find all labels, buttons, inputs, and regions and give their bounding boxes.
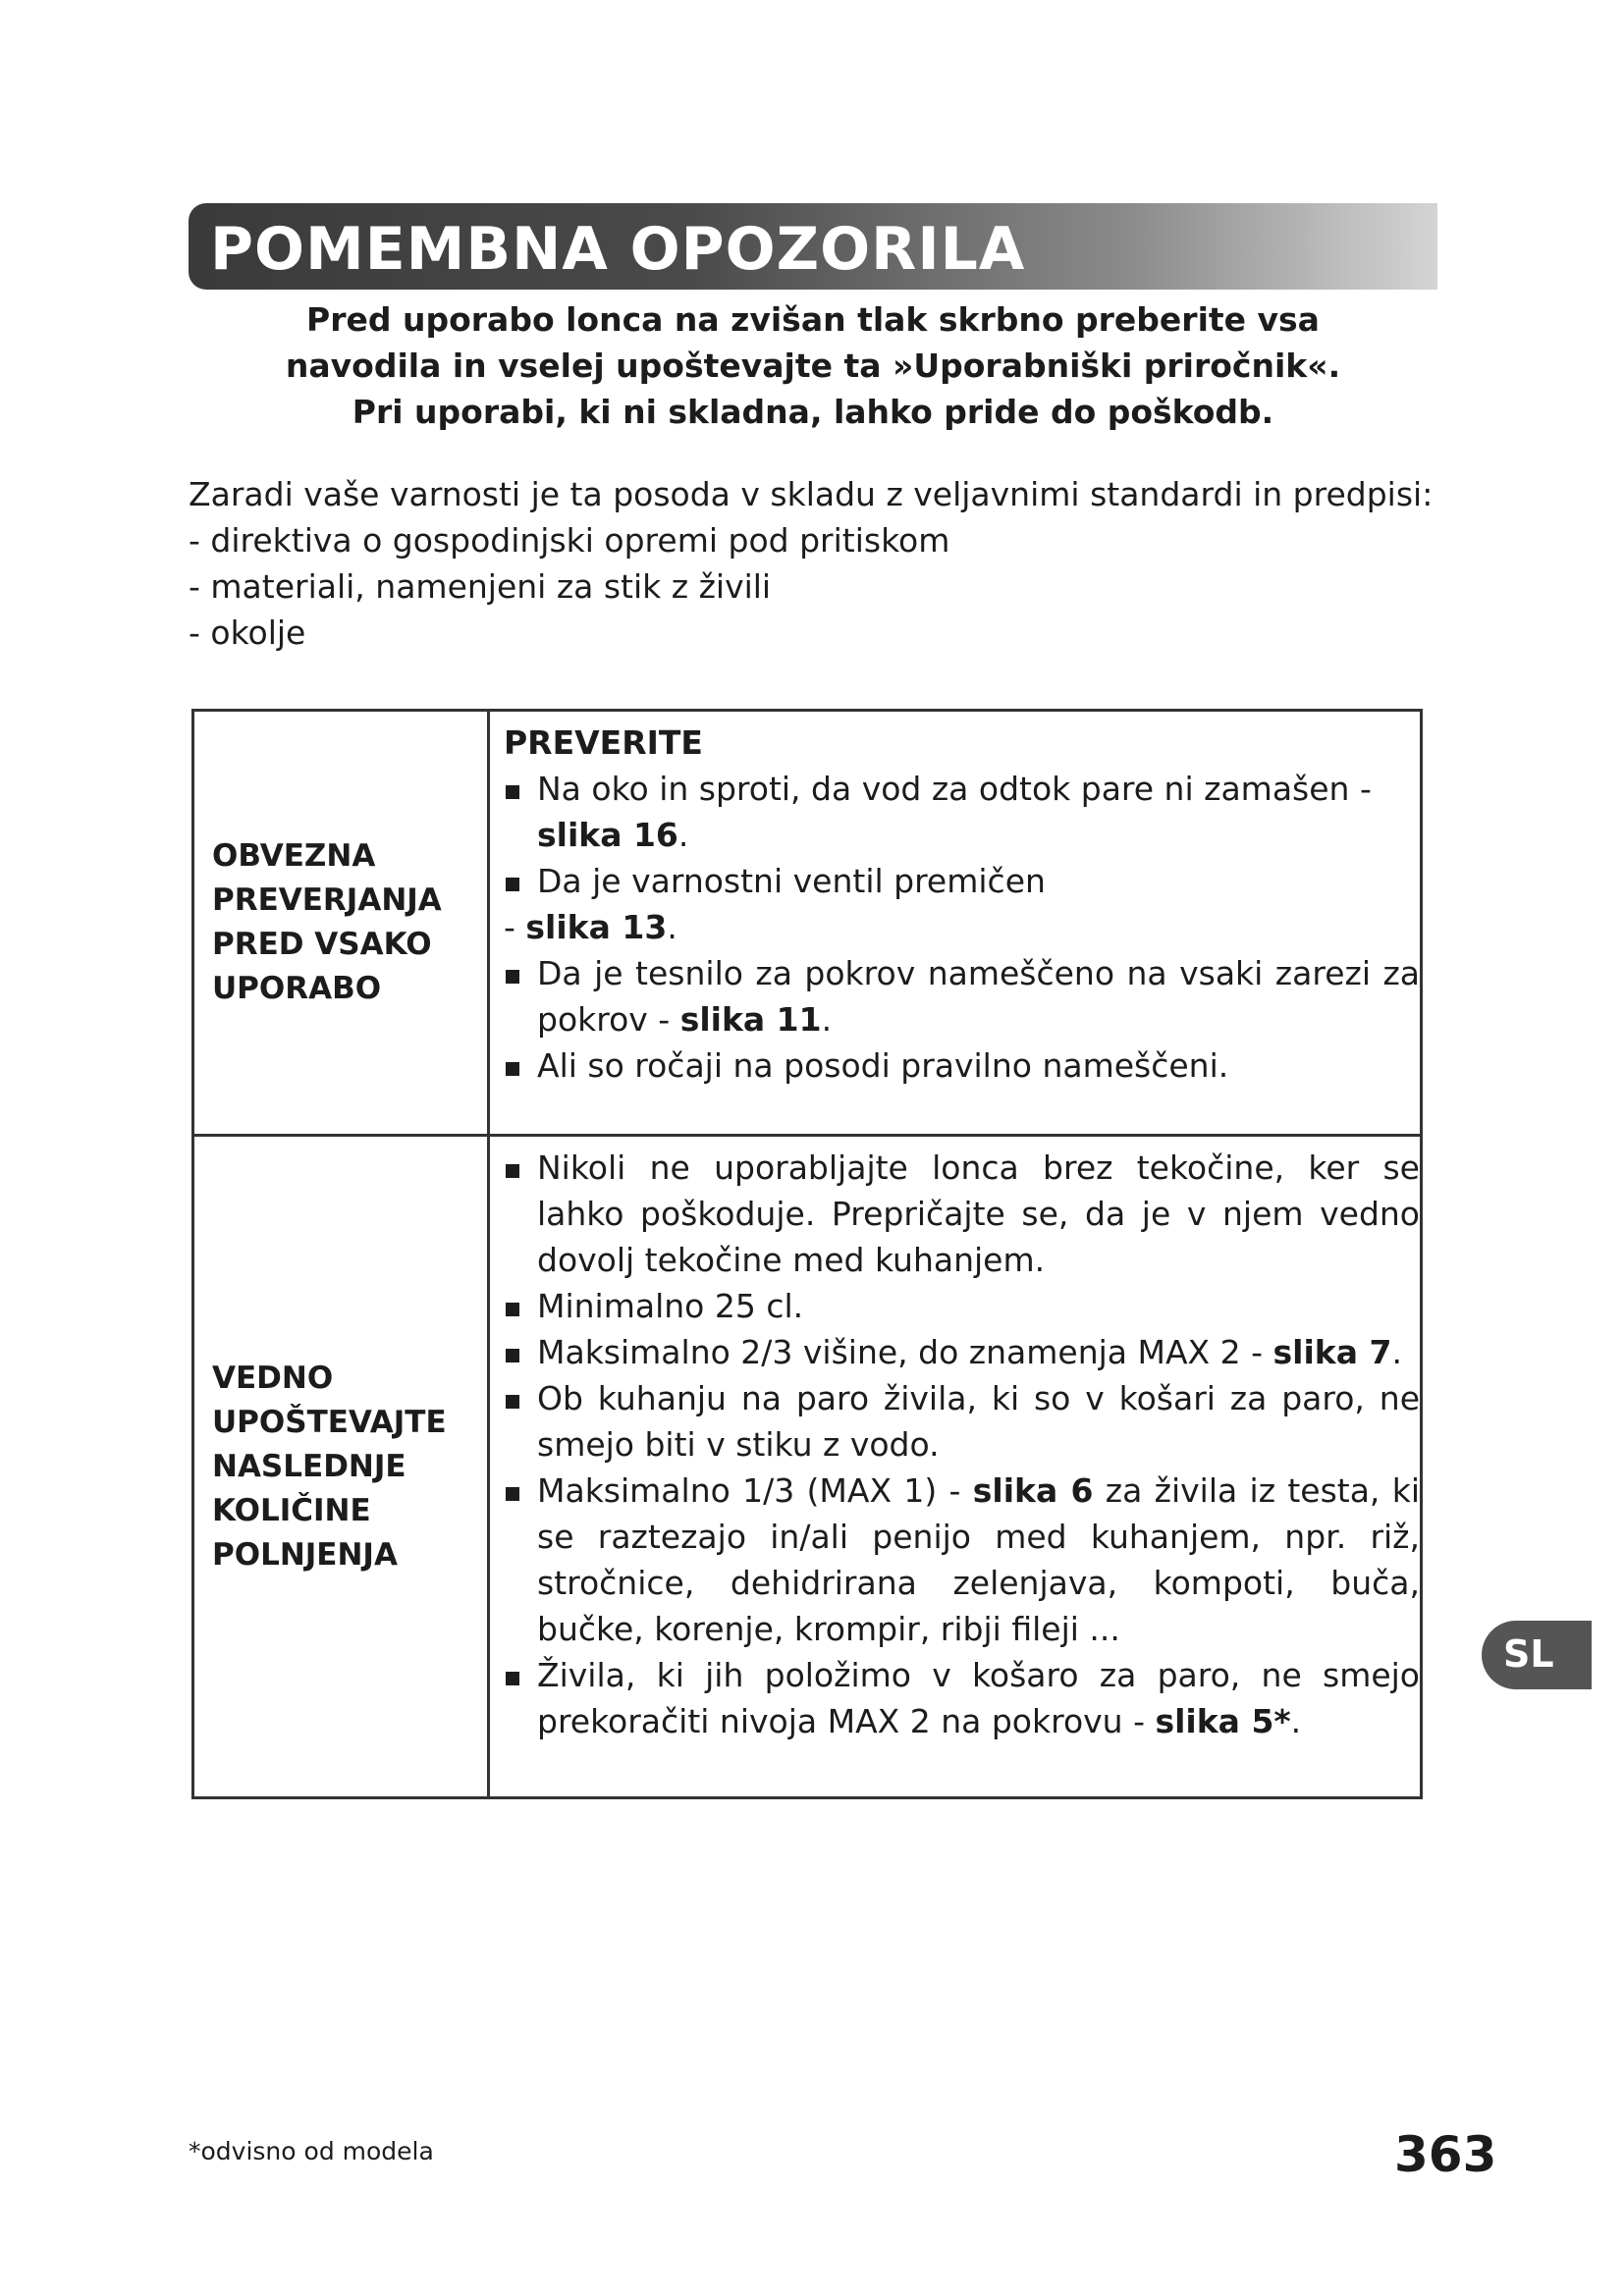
- square-bullet-icon: [506, 1062, 519, 1076]
- list-item: Na oko in sproti, da vod za odtok pare ni zamašen - slika 16.: [504, 766, 1420, 858]
- list-item: Minimalno 25 cl.: [504, 1283, 1420, 1329]
- intro-line: Pred uporabo lonca na zvišan tlak skrbno preberite vsa: [306, 300, 1320, 339]
- intro-line: Pri uporabi, ki ni skladna, lahko pride do poškodb.: [352, 393, 1274, 431]
- figure-ref: slika 13: [525, 908, 668, 946]
- standards-item: - direktiva o gospodinjski opremi pod pritiskom: [189, 521, 950, 560]
- row-heading-checks: [193, 711, 489, 1136]
- intro-warning: [189, 296, 1437, 435]
- square-bullet-icon: [506, 1303, 519, 1316]
- standards-lead: Zaradi vaše varnosti je ta posoda v skladu z veljavnimi standardi in predpisi:: [189, 475, 1434, 513]
- figure-ref: slika 7: [1272, 1333, 1392, 1371]
- square-bullet-icon: [506, 1349, 519, 1362]
- list-item: Ob kuhanju na paro živila, ki so v košari za paro, ne smejo biti v stiku z vodo.: [504, 1375, 1420, 1468]
- list-item: Maksimalno 2/3 višine, do znamenja MAX 2 - slika 7.: [504, 1329, 1420, 1375]
- row-content-checks: [489, 711, 1422, 1136]
- checks-title: PREVERITE: [504, 723, 703, 762]
- list-item: Da je varnostni ventil premičen: [504, 858, 1420, 904]
- language-tab: [1482, 1621, 1592, 1689]
- list-item: Da je tesnilo za pokrov nameščeno na vsaki zarezi za pokrov - slika 11.: [504, 950, 1420, 1042]
- heading-line: OBVEZNA: [212, 838, 376, 874]
- section-title-bar: [189, 203, 1437, 290]
- square-bullet-icon: [506, 1672, 519, 1685]
- table-row-checks: [193, 711, 1422, 1136]
- square-bullet-icon: [506, 878, 519, 891]
- heading-line: NASLEDNJE: [212, 1448, 406, 1484]
- square-bullet-icon: [506, 1164, 519, 1178]
- list-item: Ali so ročaji na posodi pravilno nameščeni.: [504, 1042, 1420, 1089]
- intro-line: navodila in vselej upoštevajte ta »Uporabniški priročnik«.: [285, 347, 1341, 385]
- figure-ref: slika 6: [972, 1471, 1094, 1510]
- square-bullet-icon: [506, 1395, 519, 1409]
- heading-line: PRED VSAKO: [212, 927, 432, 962]
- heading-line: UPOŠTEVAJTE: [212, 1404, 447, 1440]
- list-item: Maksimalno 1/3 (MAX 1) - slika 6 za živila iz testa, ki se raztezajo in/ali penijo med kuhanjem, npr. riž, stročnice, dehidrirana zelenjava, kompoti, buča, bučke, korenje, krompir, ribji fileji ...: [504, 1468, 1420, 1652]
- footnote: *odvisno od modela: [189, 2137, 434, 2165]
- table-row-fill-levels: [193, 1136, 1422, 1798]
- language-tab-label: SL: [1503, 1632, 1554, 1676]
- heading-line: VEDNO: [212, 1360, 334, 1396]
- heading-line: PREVERJANJA: [212, 882, 442, 918]
- list-item: Nikoli ne uporabljajte lonca brez tekočine, ker se lahko poškoduje. Prepričajte se, da je v njem vedno dovolj tekočine med kuhanjem.: [504, 1145, 1420, 1283]
- standards-item: - materiali, namenjeni za stik z živili: [189, 567, 772, 606]
- page-title: POMEMBNA OPOZORILA: [210, 215, 1026, 284]
- list-item: Živila, ki jih položimo v košaro za paro, ne smejo prekoračiti nivoja MAX 2 na pokrovu - slika 5*.: [504, 1652, 1420, 1744]
- page-number: 363: [1394, 2126, 1497, 2183]
- figure-ref: slika 16: [537, 816, 678, 854]
- figure-ref: slika 11: [679, 1000, 822, 1039]
- heading-line: UPORABO: [212, 971, 382, 1006]
- square-bullet-icon: [506, 1487, 519, 1501]
- standards-item: - okolje: [189, 614, 306, 652]
- standards-section: [189, 471, 1465, 656]
- list-item-continuation: - slika 13.: [504, 908, 677, 946]
- checks-table: [191, 709, 1423, 1799]
- figure-ref: slika 5*: [1155, 1702, 1291, 1740]
- square-bullet-icon: [506, 785, 519, 799]
- heading-line: KOLIČINE: [212, 1492, 371, 1528]
- square-bullet-icon: [506, 970, 519, 984]
- row-content-fill-levels: [489, 1136, 1422, 1798]
- heading-line: POLNJENJA: [212, 1536, 398, 1573]
- row-heading-fill-levels: [193, 1136, 489, 1798]
